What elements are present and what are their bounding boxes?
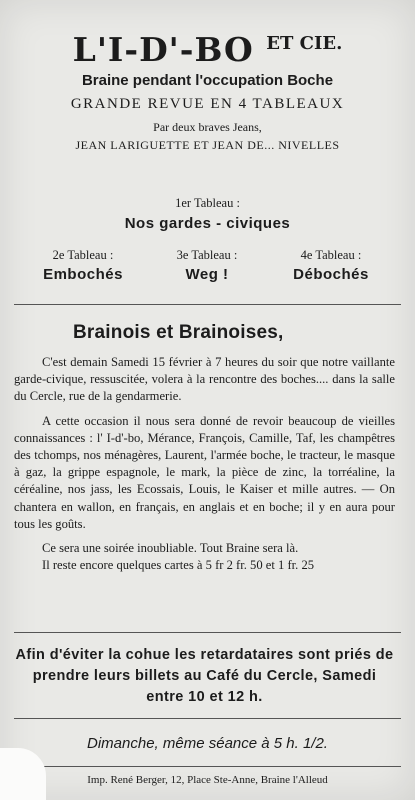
body-text [14, 354, 395, 574]
tableau-name: Nos gardes - civiques [124, 215, 291, 232]
authors-line-2: JEAN LARIGUETTE ET JEAN DE... NIVELLES [75, 138, 340, 152]
paragraph: A cette occasion il nous sera donné de revoir beaucoup de vieilles connaissances : l' I-d'-bo, Mérance, François, Camille, Taf, les champêtres des tchomps, nos ménagères, Laurent, l'armée boche, le tracteur, le masque à gaz, la grippe espagnole, le mark, la pièce de zinc, la torréaline, la céréaline, nos jass, les Ecossais, Louis, le Kaiser et mille autres. — On chantera en wallon, en français, en anglais et en boche; il y en aura pour tous les goûts. [14, 413, 395, 531]
tableau-label: 1er Tableau : [175, 196, 240, 210]
divider [14, 718, 401, 719]
tableau-label: 2e Tableau : [52, 248, 114, 262]
printer-imprint: Imp. René Berger, 12, Place Ste-Anne, Braine l'Alleud [87, 774, 328, 786]
subtitle: Braine pendant l'occupation Boche [81, 72, 334, 89]
tableau-1 [0, 194, 415, 232]
paragraph: Il reste encore quelques cartes à 5 fr 2 fr. 50 et 1 fr. 25 [42, 558, 315, 573]
revue-line: GRANDE REVUE EN 4 TABLEAUX [70, 96, 345, 112]
sunday-performance: Dimanche, même séance à 5 h. 1/2. [87, 735, 328, 752]
tableau-3 [142, 246, 272, 283]
torn-corner [0, 748, 46, 800]
divider [14, 766, 401, 767]
ticket-notice: Afin d'éviter la cohue les retardataires sont priés de prendre leurs billets au Café du Cercle, Samedi entre 10 et 12 h. [15, 647, 394, 705]
tableau-4 [266, 246, 396, 283]
tableau-name: Débochés [293, 266, 369, 283]
tableau-label: 3e Tableau : [176, 248, 238, 262]
body-heading: Brainois et Brainoises, [73, 322, 284, 343]
title-main: L'I-D'-BO [72, 30, 254, 69]
tableau-label: 4e Tableau : [300, 248, 362, 262]
paragraph: C'est demain Samedi 15 février à 7 heures du soir que notre vaillante garde-civique, ressuscitée, volera à la rencontre des boches.... dans la salle du Cercle, rue de la gendarmerie. [14, 355, 395, 404]
divider [14, 632, 401, 633]
tableau-2 [18, 246, 148, 283]
divider [14, 304, 401, 305]
title-superscript: IE. [313, 33, 343, 54]
paragraph: Ce sera une soirée inoubliable. Tout Braine sera là. [42, 541, 299, 556]
title-suffix: ET C [266, 33, 314, 54]
tableau-name: Weg ! [185, 266, 229, 283]
authors-line-1: Par deux braves Jeans, [153, 120, 262, 134]
poster-title [0, 24, 415, 70]
tableau-name: Embochés [43, 266, 123, 283]
